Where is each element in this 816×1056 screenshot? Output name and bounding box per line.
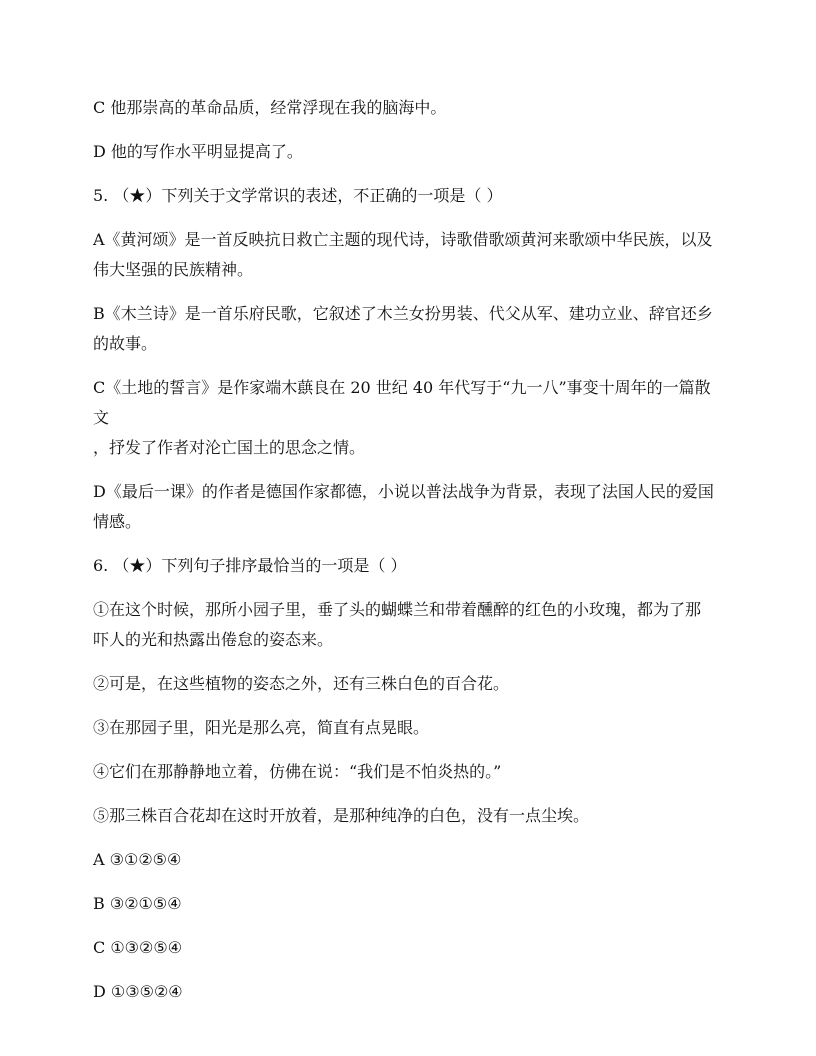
text-line: ⑤那三株百合花却在这时开放着，是那种纯净的白色，没有一点尘埃。 — [93, 806, 590, 825]
text-line: C ①③②⑤④ — [93, 938, 183, 957]
text-line: D 他的写作水平明显提高了。 — [93, 142, 303, 161]
text-line: D ①③⑤②④ — [93, 982, 183, 1001]
text-line: C 他那崇高的革命品质，经常浮现在我的脑海中。 — [93, 98, 447, 117]
option-c-q5 — [93, 373, 723, 463]
option-d-q6 — [93, 977, 723, 1007]
sentence-1 — [93, 595, 723, 655]
sentence-4 — [93, 757, 723, 787]
text-line: 6. （★）下列句子排序最恰当的一项是（ ） — [93, 556, 407, 575]
option-c-q4 — [93, 93, 723, 123]
question-5-title — [93, 181, 723, 211]
text-line: C《土地的誓言》是作家端木蕻良在 20 世纪 40 年代写于“九一八”事变十周年的一篇散文 — [93, 378, 711, 427]
text-line: ①在这个时候，那所小园子里，垂了头的蝴蝶兰和带着醺醉的红色的小玫瑰，都为了那 — [93, 600, 702, 619]
text-line: ，抒发了作者对沦亡国土的思念之情。 — [93, 438, 366, 457]
text-line: 吓人的光和热露出倦怠的姿态来。 — [93, 630, 334, 649]
sentence-5 — [93, 801, 723, 831]
text-line: ③在那园子里，阳光是那么亮，简直有点晃眼。 — [93, 718, 430, 737]
text-line: B ③②①⑤④ — [93, 894, 182, 913]
option-d-q4 — [93, 137, 723, 167]
text-line: A ③①②⑤④ — [93, 850, 182, 869]
text-line: 的故事。 — [93, 334, 158, 353]
question-6-title — [93, 551, 723, 581]
text-line: 5. （★）下列关于文学常识的表述，不正确的一项是（ ） — [93, 186, 503, 205]
option-d-q5 — [93, 477, 723, 537]
text-line: 情感。 — [93, 512, 142, 531]
document-content — [93, 93, 723, 1021]
text-line: ②可是，在这些植物的姿态之外，还有三株白色的百合花。 — [93, 674, 510, 693]
option-a-q6 — [93, 845, 723, 875]
text-line: 伟大坚强的民族精神。 — [93, 260, 254, 279]
sentence-3 — [93, 713, 723, 743]
text-line: B《木兰诗》是一首乐府民歌，它叙述了木兰女扮男装、代父从军、建功立业、辞官还乡 — [93, 304, 713, 323]
option-b-q5 — [93, 299, 723, 359]
sentence-2 — [93, 669, 723, 699]
text-line: ④它们在那静静地立着，仿佛在说：“我们是不怕炎热的。” — [93, 762, 502, 781]
option-c-q6 — [93, 933, 723, 963]
text-line: D《最后一课》的作者是德国作家都德，小说以普法战争为背景，表现了法国人民的爱国 — [93, 482, 714, 501]
option-b-q6 — [93, 889, 723, 919]
text-line: A《黄河颂》是一首反映抗日救亡主题的现代诗，诗歌借歌颂黄河来歌颂中华民族，以及 — [93, 230, 713, 249]
option-a-q5 — [93, 225, 723, 285]
